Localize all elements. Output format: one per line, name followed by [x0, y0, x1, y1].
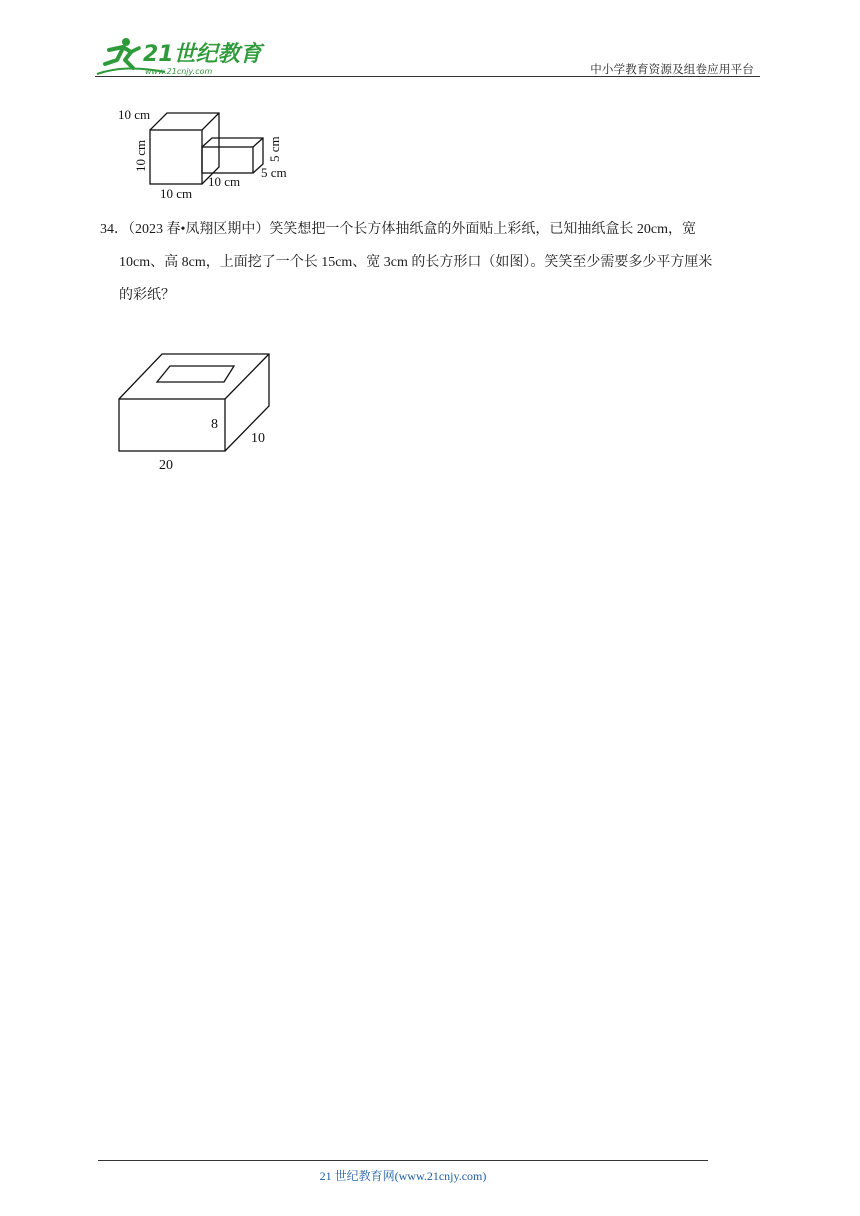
logo-url: www.21cnjy.com — [145, 67, 213, 76]
label-cube-height: 10 cm — [133, 139, 148, 172]
header-rule — [95, 76, 760, 77]
page-header — [95, 30, 760, 78]
question-line-2: 10cm、高 8cm，上面挖了一个长 15cm、宽 3cm 的长方形口（如图）。笑笑至少需要多少平方厘米 — [119, 255, 713, 270]
question-line-3: 的彩纸？ — [119, 288, 175, 303]
label-prism-length: 10 cm — [208, 174, 241, 189]
question-34 — [100, 213, 760, 312]
label-prism-depth: 5 cm — [261, 165, 287, 180]
label-box-height: 8 — [211, 417, 218, 432]
question-number: 34． — [100, 222, 128, 237]
label-box-length: 20 — [159, 458, 173, 473]
question-text-1: （2023 春•凤翔区期中）笑笑想把一个长方体抽纸盒的外面贴上彩纸，已知抽纸盒长 20cm，宽 — [128, 222, 697, 237]
site-logo — [95, 34, 265, 76]
footer-rule — [98, 1160, 708, 1161]
footer-link[interactable]: 21 世纪教育网(www.21cnjy.com) — [319, 1169, 487, 1183]
logo-text: 21世纪教育 — [143, 42, 262, 67]
figure-cube-prism — [114, 100, 304, 205]
label-cube-length: 10 cm — [160, 186, 193, 201]
header-platform-text: 中小学教育资源及组卷应用平台 — [590, 62, 754, 76]
figure-tissue-box — [112, 348, 282, 478]
label-box-width: 10 — [251, 431, 265, 446]
label-prism-height: 5 cm — [267, 136, 282, 162]
label-cube-top: 10 cm — [118, 107, 151, 122]
question-line-1 — [100, 213, 760, 246]
